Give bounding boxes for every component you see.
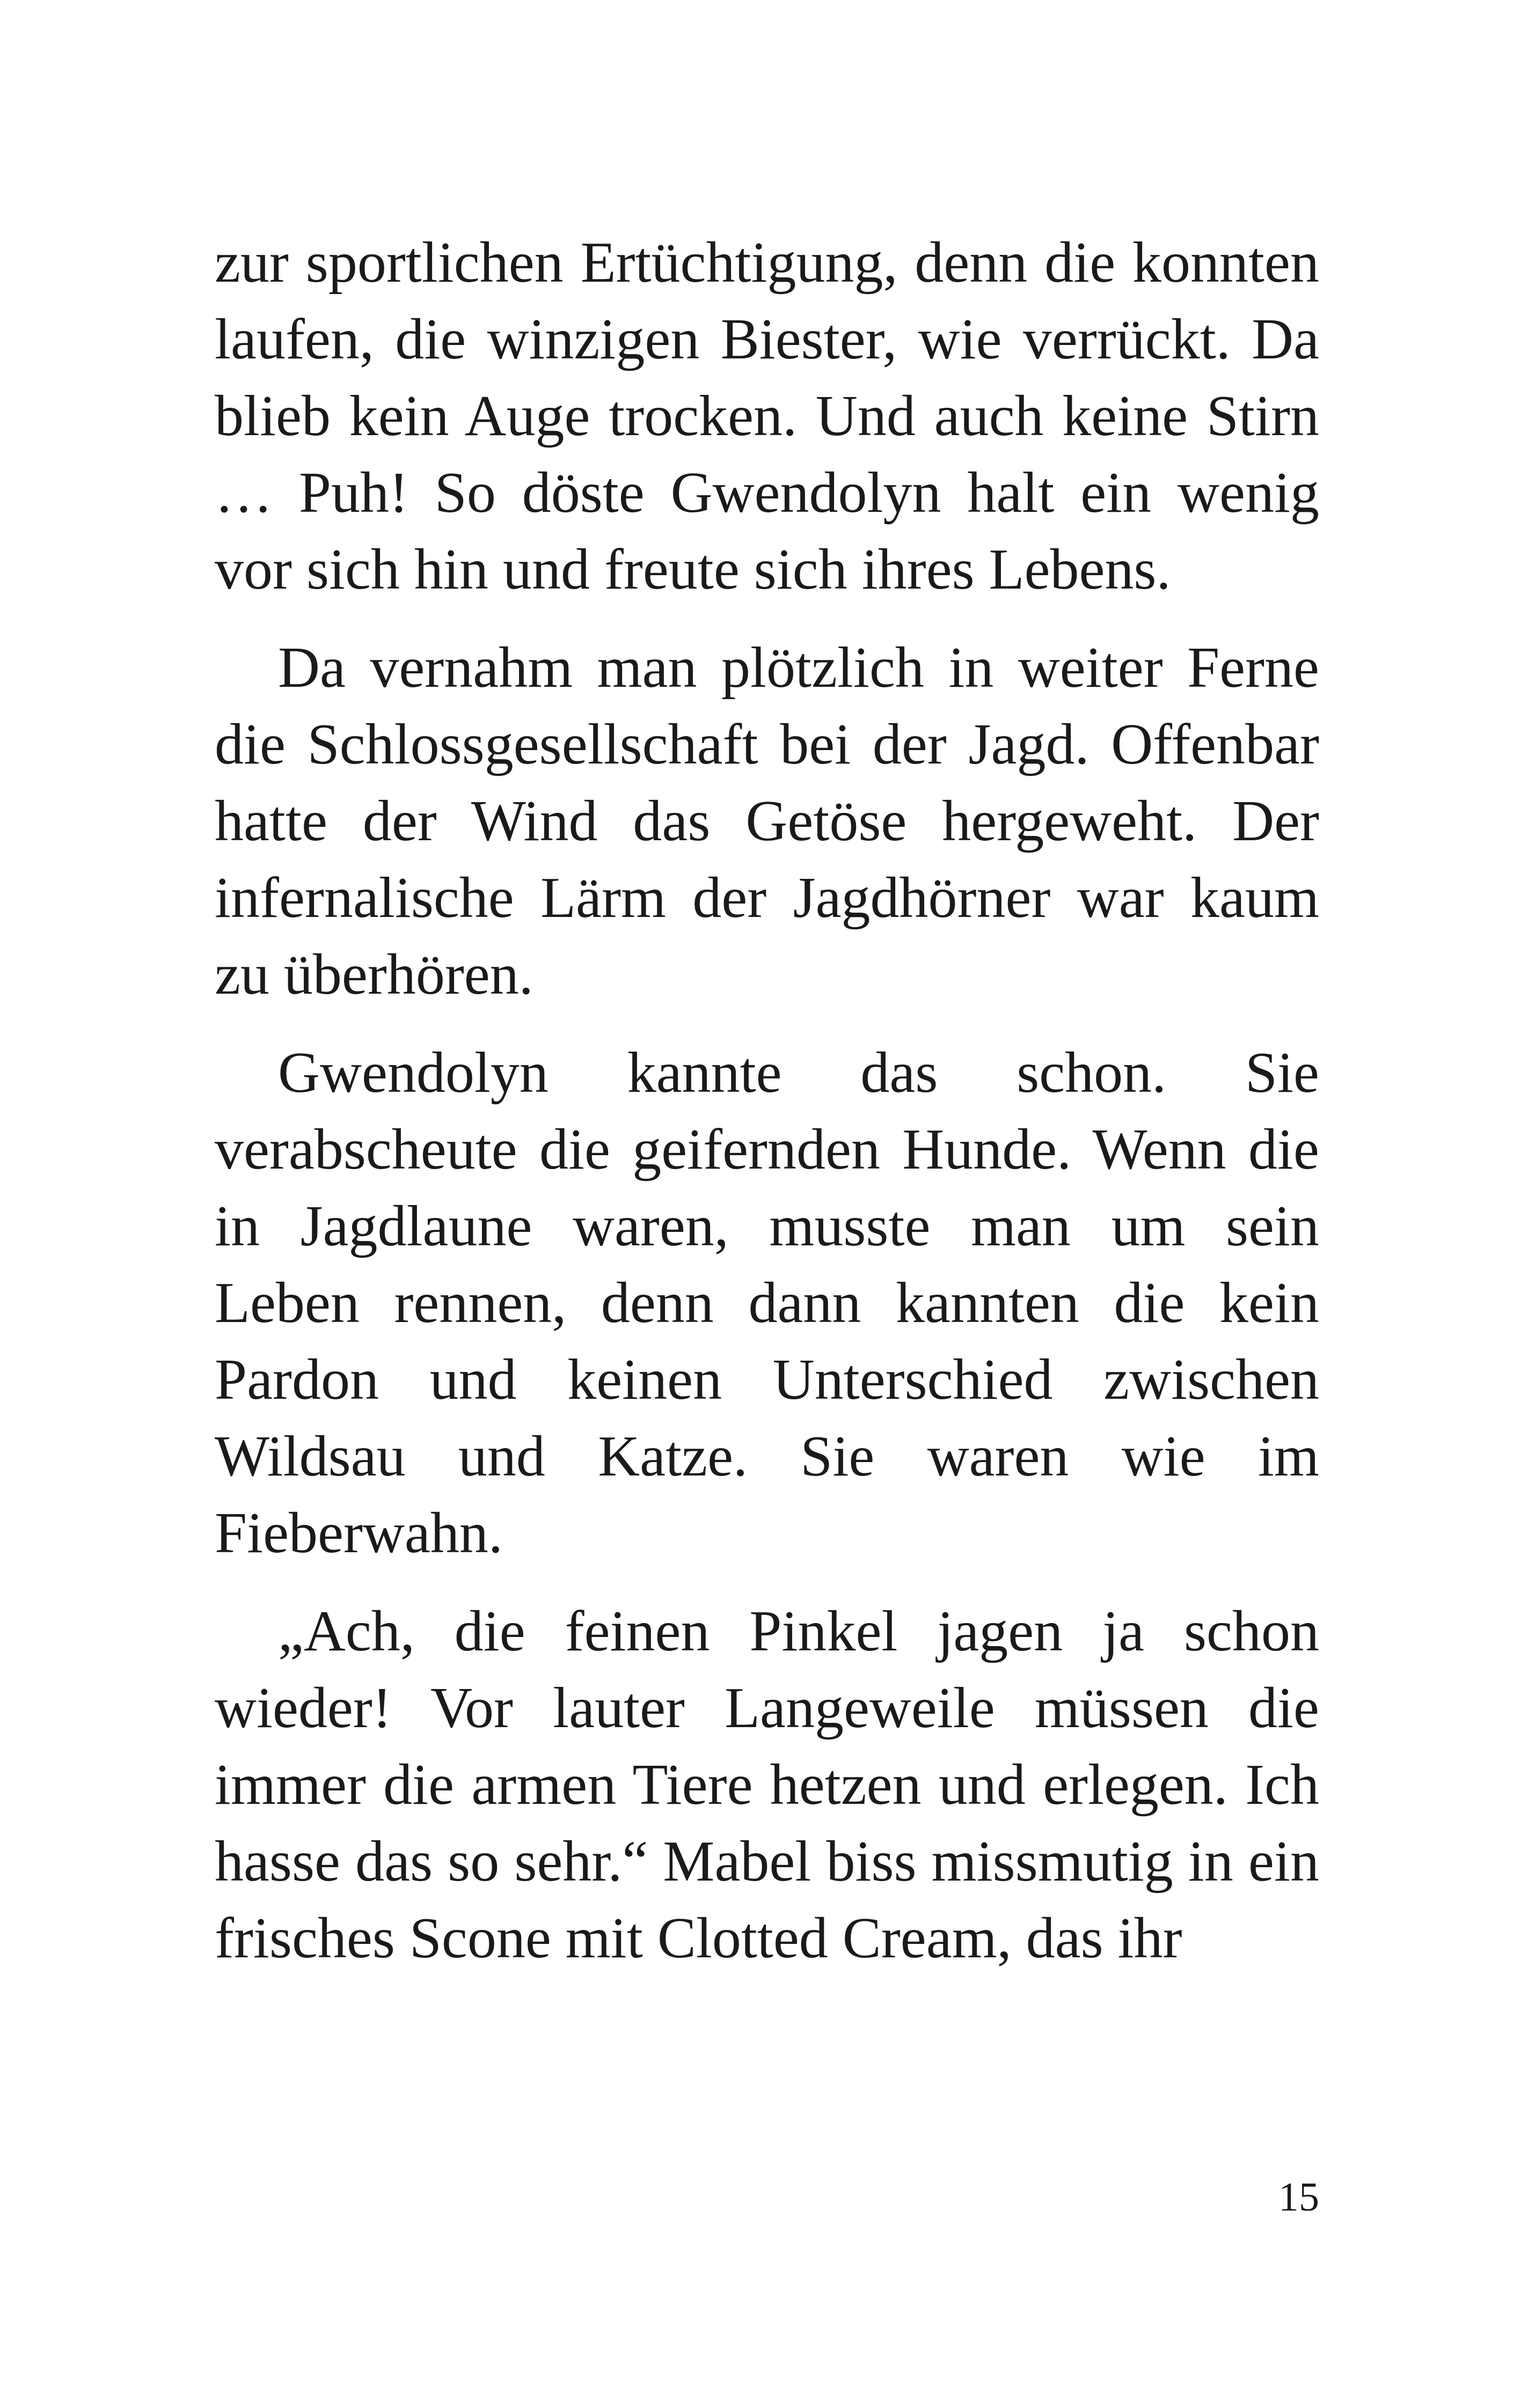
page-number: 15 <box>1278 2175 1319 2220</box>
body-text <box>215 224 1319 1998</box>
paragraph-4: „Ach, die feinen Pinkel jagen ja schon wieder! Vor lauter Langeweile müssen die immer die armen Tiere hetzen und erlegen. Ich hasse das so sehr.“ Mabel biss missmutig in ein frisches Scone mit Clotted Cream, das ihr <box>215 1599 1319 1970</box>
paragraph-2: Da vernahm man plötzlich in weiter Ferne die Schlossgesellschaft bei der Jagd. Offenbar hatte der Wind das Getöse hergeweht. Der infernalische Lärm der Jagdhörner war kaum zu überhören. <box>215 636 1319 1007</box>
paragraph-1: zur sportlichen Ertüchtigung, denn die konnten laufen, die winzigen Biester, wie verrückt. Da blieb kein Auge trocken. Und auch keine Stirn … Puh! So döste Gwendolyn halt ein wenig vor sich hin und freute sich ihres Lebens. <box>215 231 1319 601</box>
paragraph-3: Gwendolyn kannte das schon. Sie verabscheute die geifernden Hunde. Wenn die in Jagdlaune waren, musste man um sein Leben rennen, denn dann kannten die kein Pardon und keinen Unterschied zwischen Wildsau und Katze. Sie waren wie im Fieberwahn. <box>215 1041 1319 1565</box>
